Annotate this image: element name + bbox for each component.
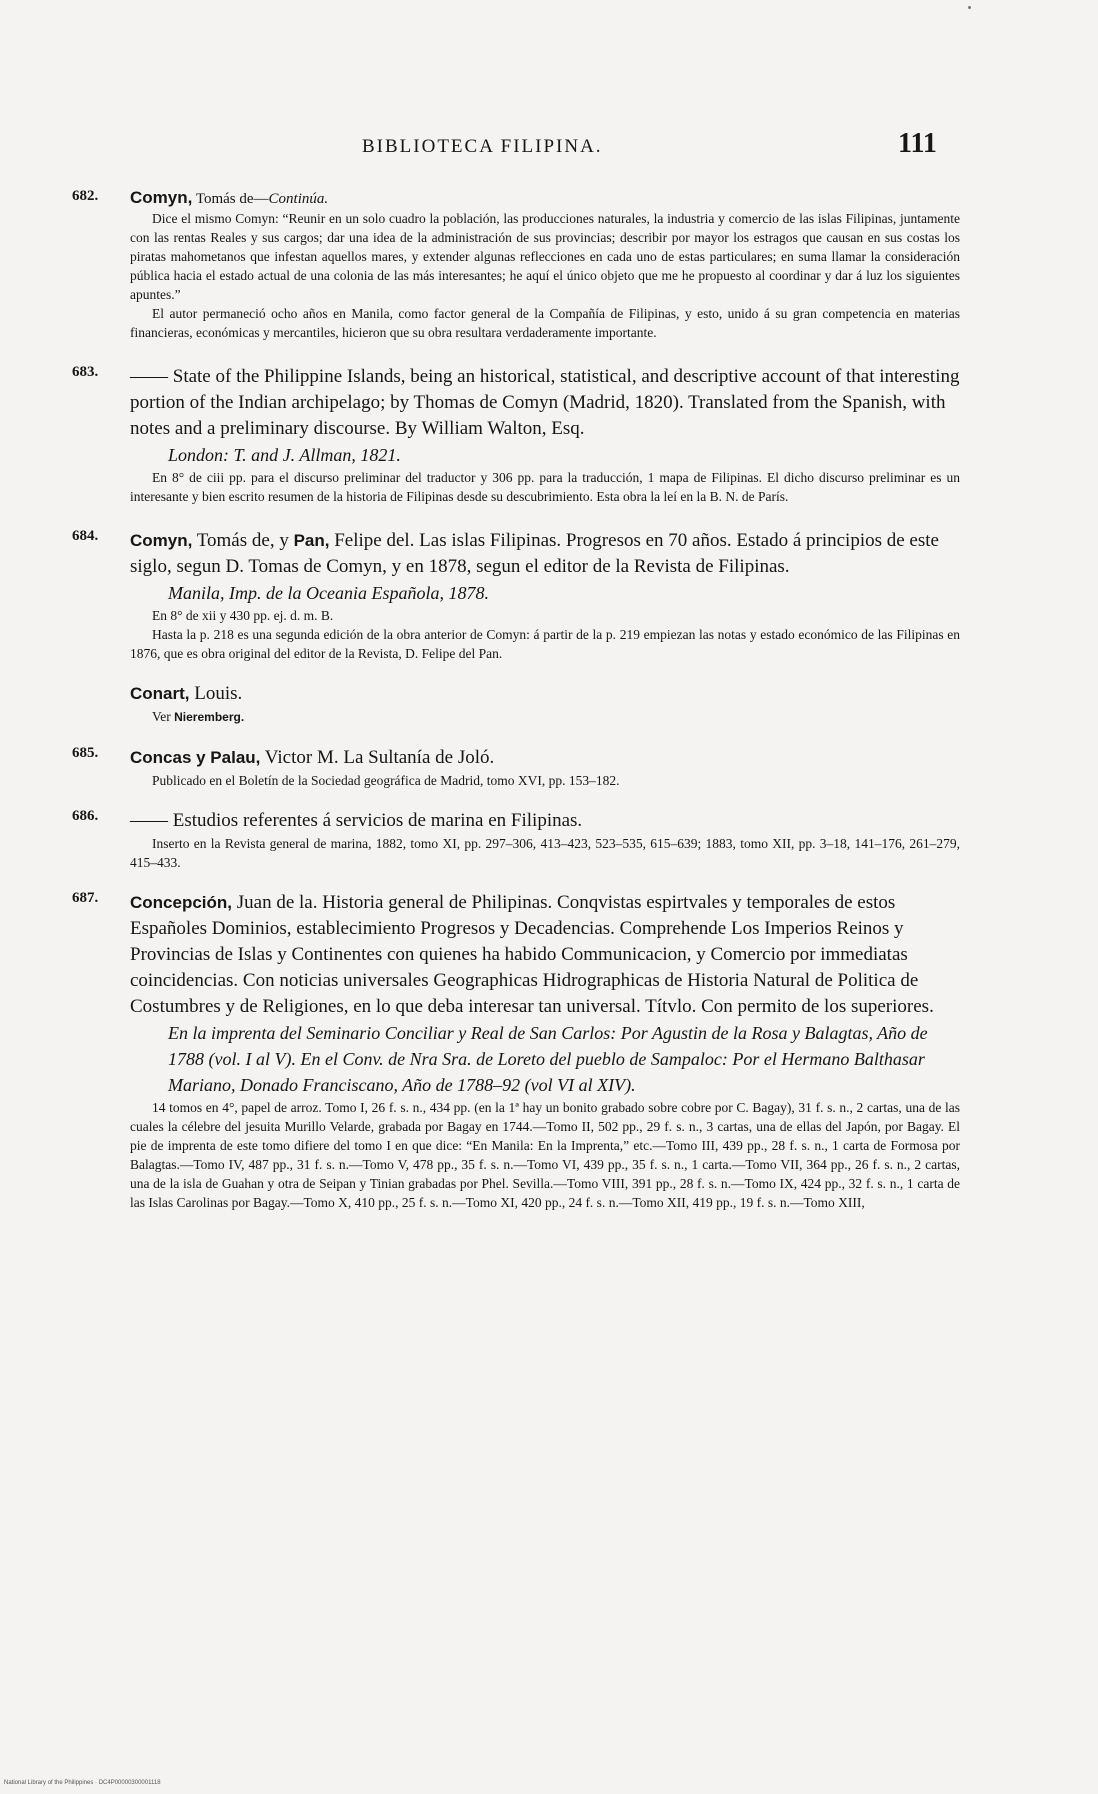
- title-text: State of the Philippine Islands, being an historical, statistical, and descriptive account of that interesting portion of the Indian archipelago; by Thomas de Comyn (Madrid, 1820). Translated from the Spanish, with notes and a preliminary discourse. By William Walton, Esq.: [130, 366, 960, 439]
- author-name: Concas y Palau,: [130, 748, 261, 767]
- entry-685: [72, 745, 960, 790]
- repeat-author-dash: ——: [130, 810, 168, 831]
- co-author-name: Pan,: [293, 531, 330, 550]
- see-target: Nieremberg.: [174, 710, 245, 724]
- page-number: 111: [898, 128, 937, 159]
- title-text: Victor M. La Sultanía de Joló.: [260, 747, 495, 768]
- page-content: [72, 188, 960, 1212]
- note-paragraph: Hasta la p. 218 es una segunda edición de la obra anterior de Comyn: á partir de la p. 219 empiezan las notas y estado económico de las Filipinas en 1876, que es obra original del editor de la Revista, D. Felipe del Pan.: [130, 627, 960, 661]
- note-paragraph: El autor permaneció ocho años en Manila, como factor general de la Compañía de Filipinas, y esto, unido á su gran competencia en materias financieras, económicas y mercantiles, hicieron que su obra resultara verdaderamente importante.: [130, 306, 960, 340]
- library-footer-mark: National Library of the Philippines · DC4P00000300001118: [4, 1780, 161, 1786]
- entry-title: [130, 681, 960, 707]
- title-text: Juan de la. Historia general de Philipinas. Conqvistas espirtvales y temporales de estos Españoles Dominios, establecimiento Progresos y Decadencias. Comprehende Los Imperios Reinos y Provincias de Islas y Continentes con quienes ha habido Communicacion, y Comercio por immediatas coincidencias. Con noticias universales Geographicas Hidrographicas de Historia Natural de Politica de Costumbres y de Religiones, en lo que deba interesar tan universal. Títvlo. Con permito de los superiores.: [130, 892, 934, 1017]
- entry-number: 684.: [72, 528, 99, 544]
- entry-number: 682.: [72, 188, 99, 204]
- note-paragraph: Publicado en el Boletín de la Sociedad geográfica de Madrid, tomo XVI, pp. 153–182.: [152, 773, 620, 788]
- entry-conart: [130, 681, 960, 727]
- entry-number: 683.: [72, 364, 99, 380]
- author-mid: Tomás de, y: [192, 530, 294, 551]
- page-header: [0, 128, 1098, 168]
- entry-number: 686.: [72, 808, 99, 824]
- author-rest: Tomás de—: [192, 191, 269, 207]
- entry-title: [130, 364, 960, 442]
- scan-speck: [968, 6, 971, 9]
- entry-687: [72, 890, 960, 1212]
- imprint: London: T. and J. Allman, 1821.: [168, 445, 401, 465]
- title-text: Felipe del. Las islas Filipinas. Progresos en 70 años. Estado á principios de este siglo, segun D. Tomas de Comyn, y en 1878, segun el editor de la Revista de Filipinas.: [130, 530, 939, 577]
- entry-682: [72, 188, 960, 342]
- entry-title: [130, 528, 960, 580]
- repeat-author-dash: ——: [130, 366, 168, 387]
- author-name: Comyn,: [130, 531, 193, 550]
- author-rest: Louis.: [189, 683, 243, 704]
- entry-heading: [130, 188, 960, 209]
- continuation-label: Continúa.: [268, 191, 329, 207]
- entry-684: [72, 528, 960, 663]
- entry-686: [72, 808, 960, 872]
- note-paragraph: 14 tomos en 4°, papel de arroz. Tomo I, 26 f. s. n., 434 pp. (en la 1ª hay un bonito grabado sobre cobre por C. Bagay), 31 f. s. n., 2 cartas, una de las cuales la célebre del jesuita Murillo Velarde, grabada por Bagay en 1744.—Tomo II, 502 pp., 29 f. s. n., 3 cartas, una de ellas del Japón, por Bagay. El pie de imprenta de este tomo difiere del tomo I en que dice: “En Manila: En la Imprenta,” etc.—Tomo III, 439 pp., 28 f. s. n., 1 carta de Formosa por Balagtas.—Tomo IV, 487 pp., 31 f. s. n.—Tomo V, 478 pp., 35 f. s. n.—Tomo VI, 439 pp., 35 f. s. n., 1 carta.—Tomo VII, 364 pp., 26 f. s. n., 2 cartas, una de la isla de Guahan y otra de Seipan y Tinian grabadas por Phel. Sevilla.—Tomo VIII, 391 pp., 28 f. s. n.—Tomo IX, 424 pp., 32 f. s. n., 1 carta de las Islas Carolinas por Bagay.—Tomo X, 410 pp., 25 f. s. n.—Tomo XI, 420 pp., 24 f. s. n.—Tomo XII, 419 pp., 19 f. s. n.—Tomo XIII,: [130, 1100, 960, 1210]
- note-paragraph: En 8° de xii y 430 pp. ej. d. m. B.: [152, 608, 334, 623]
- see-reference: [130, 707, 960, 727]
- author-name: Comyn,: [130, 188, 193, 207]
- entry-number: 687.: [72, 890, 99, 906]
- author-name: Conart,: [130, 684, 190, 703]
- entry-title: [130, 745, 960, 771]
- note-paragraph: Dice el mismo Comyn: “Reunir en un solo cuadro la población, las producciones naturales, la industria y comercio de las islas Filipinas, juntamente con las rentas Reales y sus cargos; dar una idea de la administración de sus provincias; describir por mayor los estragos que causan en sus costas los piratas mahometanos que infestan aquellos mares, y extender algunas reflecciones en cada uno de estas particulares; en suma llamar la consideración pública hacia el estado actual de una colonia de las más interesantes; he aquí el único objeto que me he propuesto al coordinar y dar á luz los siguientes apuntes.”: [130, 211, 960, 302]
- entry-title: [130, 808, 960, 834]
- author-name: Concepción,: [130, 893, 233, 912]
- see-prefix: Ver: [152, 709, 175, 724]
- running-title: BIBLIOTECA FILIPINA.: [362, 136, 603, 157]
- entry-title: [130, 890, 960, 1020]
- note-paragraph: En 8° de ciii pp. para el discurso preliminar del traductor y 306 pp. para la traducción, 1 mapa de Filipinas. El dicho discurso preliminar es un interesante y bien escrito resumen de la historia de Filipinas desde su descubrimiento. Esta obra la leí en la B. N. de París.: [130, 470, 960, 504]
- imprint: Manila, Imp. de la Oceania Española, 1878.: [168, 583, 489, 603]
- note-paragraph: Inserto en la Revista general de marina, 1882, tomo XI, pp. 297–306, 413–423, 523–535, 615–639; 1883, tomo XII, pp. 3–18, 141–176, 261–279, 415–433.: [130, 836, 960, 870]
- title-text: Estudios referentes á servicios de marina en Filipinas.: [168, 810, 583, 831]
- imprint: En la imprenta del Seminario Conciliar y Real de San Carlos: Por Agustin de la Rosa y Balagtas, Año de 1788 (vol. I al V). En el Conv. de Nra Sra. de Loreto del pueblo de Sampaloc: Por el Hermano Balthasar Mariano, Donado Franciscano, Año de 1788–92 (vol VI al XIV).: [168, 1023, 928, 1095]
- entry-number: 685.: [72, 745, 99, 761]
- entry-683: [72, 364, 960, 506]
